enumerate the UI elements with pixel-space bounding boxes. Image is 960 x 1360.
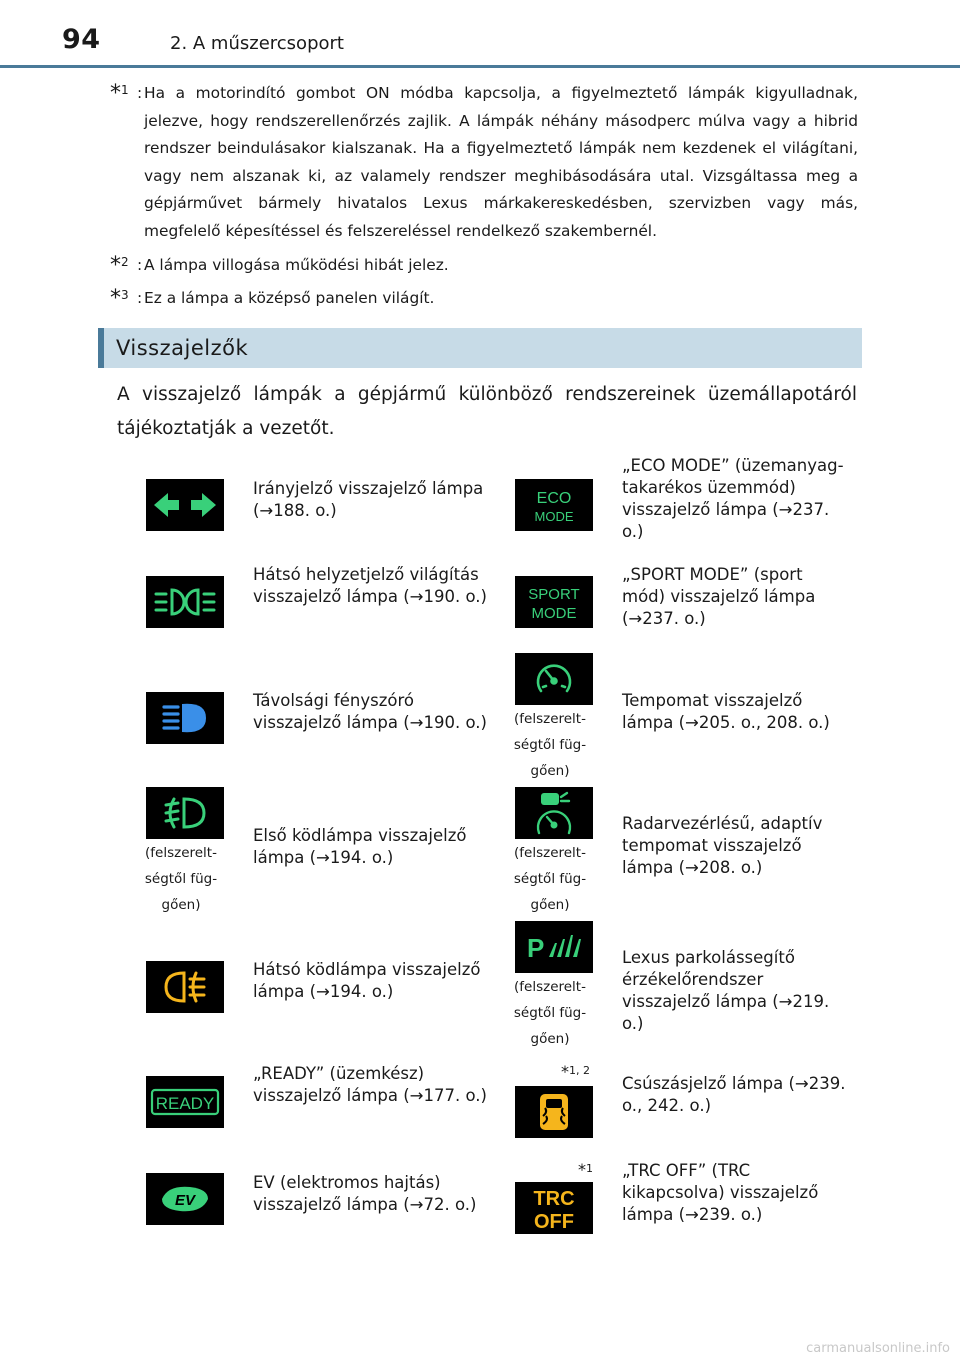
label-eco-mode: „ECO MODE” (üzemanyag-takarékos üzemmód) visszajelző lámpa (→237. o.) — [622, 456, 844, 541]
footnote-mark: *$^1$ — [578, 1160, 593, 1179]
label-slip-indicator: Csúszásjelző lámpa (→239. o., 242. o.) — [622, 1074, 846, 1115]
label-tail-light: Hátsó helyzetjelző világítás visszajelző lámpa (→190. o.) — [253, 565, 487, 606]
svg-text:OFF: OFF — [534, 1211, 574, 1233]
label-front-fog: Első ködlámpa visszajelző lámpa (→194. o.) — [253, 826, 467, 867]
sport-mode-icon — [515, 576, 593, 628]
footnote-text: A lámpa villogása működési hibát jelez. — [144, 256, 449, 274]
svg-text:P: P — [527, 933, 545, 963]
svg-text:ECO: ECO — [536, 490, 572, 507]
radar-cruise-icon — [515, 787, 593, 839]
header-divider — [0, 65, 960, 68]
svg-text:MODE: MODE — [534, 509, 574, 524]
slip-indicator-icon — [515, 1086, 593, 1138]
label-ready: „READY” (üzemkész) visszajelző lámpa (→177. o.) — [253, 1064, 487, 1105]
svg-text:EV: EV — [174, 1192, 196, 1209]
eco-mode-icon — [515, 479, 593, 531]
high-beam-icon — [146, 692, 224, 744]
svg-text:SPORT: SPORT — [528, 586, 580, 603]
intro-paragraph: A visszajelző lámpák a gépjármű különböző rendszereinek üzemállapotáról tájékoztatják a vezetőt. — [117, 384, 857, 439]
footnote-2: *$^2$ : A lámpa villogása működési hibát jelez. — [110, 252, 858, 280]
optional-note: (felszerelt-ségtől füg-gően) — [513, 845, 587, 913]
ev-icon — [146, 1173, 224, 1225]
section-title: Visszajelzők — [116, 336, 249, 360]
label-rear-fog: Hátsó ködlámpa visszajelző lámpa (→194. o.) — [253, 960, 481, 1001]
label-sport-mode: „SPORT MODE” (sport mód) visszajelző lámpa (→237. o.) — [622, 565, 816, 628]
turn-signal-icon — [146, 479, 224, 531]
page-number: 94 — [62, 24, 101, 55]
chapter-title: 2. A műszercsoport — [170, 33, 344, 54]
tail-light-icon — [146, 576, 224, 628]
page-header — [0, 0, 960, 70]
svg-text:MODE: MODE — [531, 605, 577, 622]
optional-note: (felszerelt-ségtől füg-gően) — [513, 979, 587, 1047]
cruise-control-icon — [515, 653, 593, 705]
optional-note: (felszerelt-ségtől füg-gően) — [513, 711, 587, 779]
front-fog-icon — [146, 787, 224, 839]
section-accent — [98, 328, 104, 368]
ready-icon — [146, 1076, 224, 1128]
footnote-text: Ha a motorindító gombot ON módba kapcsolja, a figyelmeztető lámpák kigyulladnak, jelezve, hogy rendszerellenőrzés zajlik. A lámpák néhány másodperc múlva vagy a hibrid rendszer beindulásakor kialszanak. Ha a figyelmeztető lámpák nem kezdenek el világítani, vagy nem alszanak ki, az valamely rendszer meghibásodására utal. Vizsgáltassa meg a gépjárművet bármely hivatalos Lexus márkakereskedésben, szervizben vagy más, megfelelő képesítéssel és felszereléssel rendelkező szakembernél. — [144, 84, 858, 240]
section-header — [98, 328, 862, 368]
parking-assist-icon — [515, 921, 593, 973]
label-high-beam: Távolsági fényszóró visszajelző lámpa (→190. o.) — [253, 691, 487, 732]
footnote-text: Ez a lámpa a középső panelen világít. — [144, 289, 435, 307]
svg-text:TRC: TRC — [533, 1188, 575, 1210]
optional-note: (felszerelt-ségtől füg-gően) — [144, 845, 218, 913]
label-parking-assist: Lexus parkolássegítő érzékelőrendszer visszajelző lámpa (→219. o.) — [622, 948, 830, 1033]
footnote-1: *$^1$ : Ha a motorindító gombot ON módba kapcsolja, a figyelmeztető lámpák kigyulladnak, jelezve, hogy rendszerellenőrzés zajlik. A lámpák néhány másodperc múlva vagy a hibrid rendszer beindulásakor kialszanak. Ha a figyelmeztető lámpák nem kezdenek el világítani, vagy nem alszanak ki, az valamely rendszer meghibásodására utal. Vizsgáltassa meg a gépjárművet bármely hivatalos Lexus márkakereskedésben, szervizben vagy más, megfelelő képesítéssel és felszereléssel rendelkező szakembernél. — [110, 80, 858, 245]
footnote-3: *$^3$ : Ez a lámpa a középső panelen világít. — [110, 285, 858, 313]
trc-off-icon — [515, 1182, 593, 1234]
svg-text:READY: READY — [155, 1094, 215, 1113]
rear-fog-icon — [146, 961, 224, 1013]
label-cruise-control: Tempomat visszajelző lámpa (→205. o., 208. o.) — [622, 691, 830, 732]
footnote-mark: *$^{1, 2}$ — [561, 1062, 590, 1081]
label-trc-off: „TRC OFF” (TRC kikapcsolva) visszajelző lámpa (→239. o.) — [622, 1161, 819, 1224]
label-radar-cruise: Radarvezérlésű, adaptív tempomat visszajelző lámpa (→208. o.) — [622, 814, 823, 877]
watermark: carmanualsonline.info — [806, 1341, 950, 1356]
label-turn-signal: Irányjelző visszajelző lámpa (→188. o.) — [253, 479, 484, 520]
label-ev: EV (elektromos hajtás) visszajelző lámpa (→72. o.) — [253, 1173, 477, 1214]
